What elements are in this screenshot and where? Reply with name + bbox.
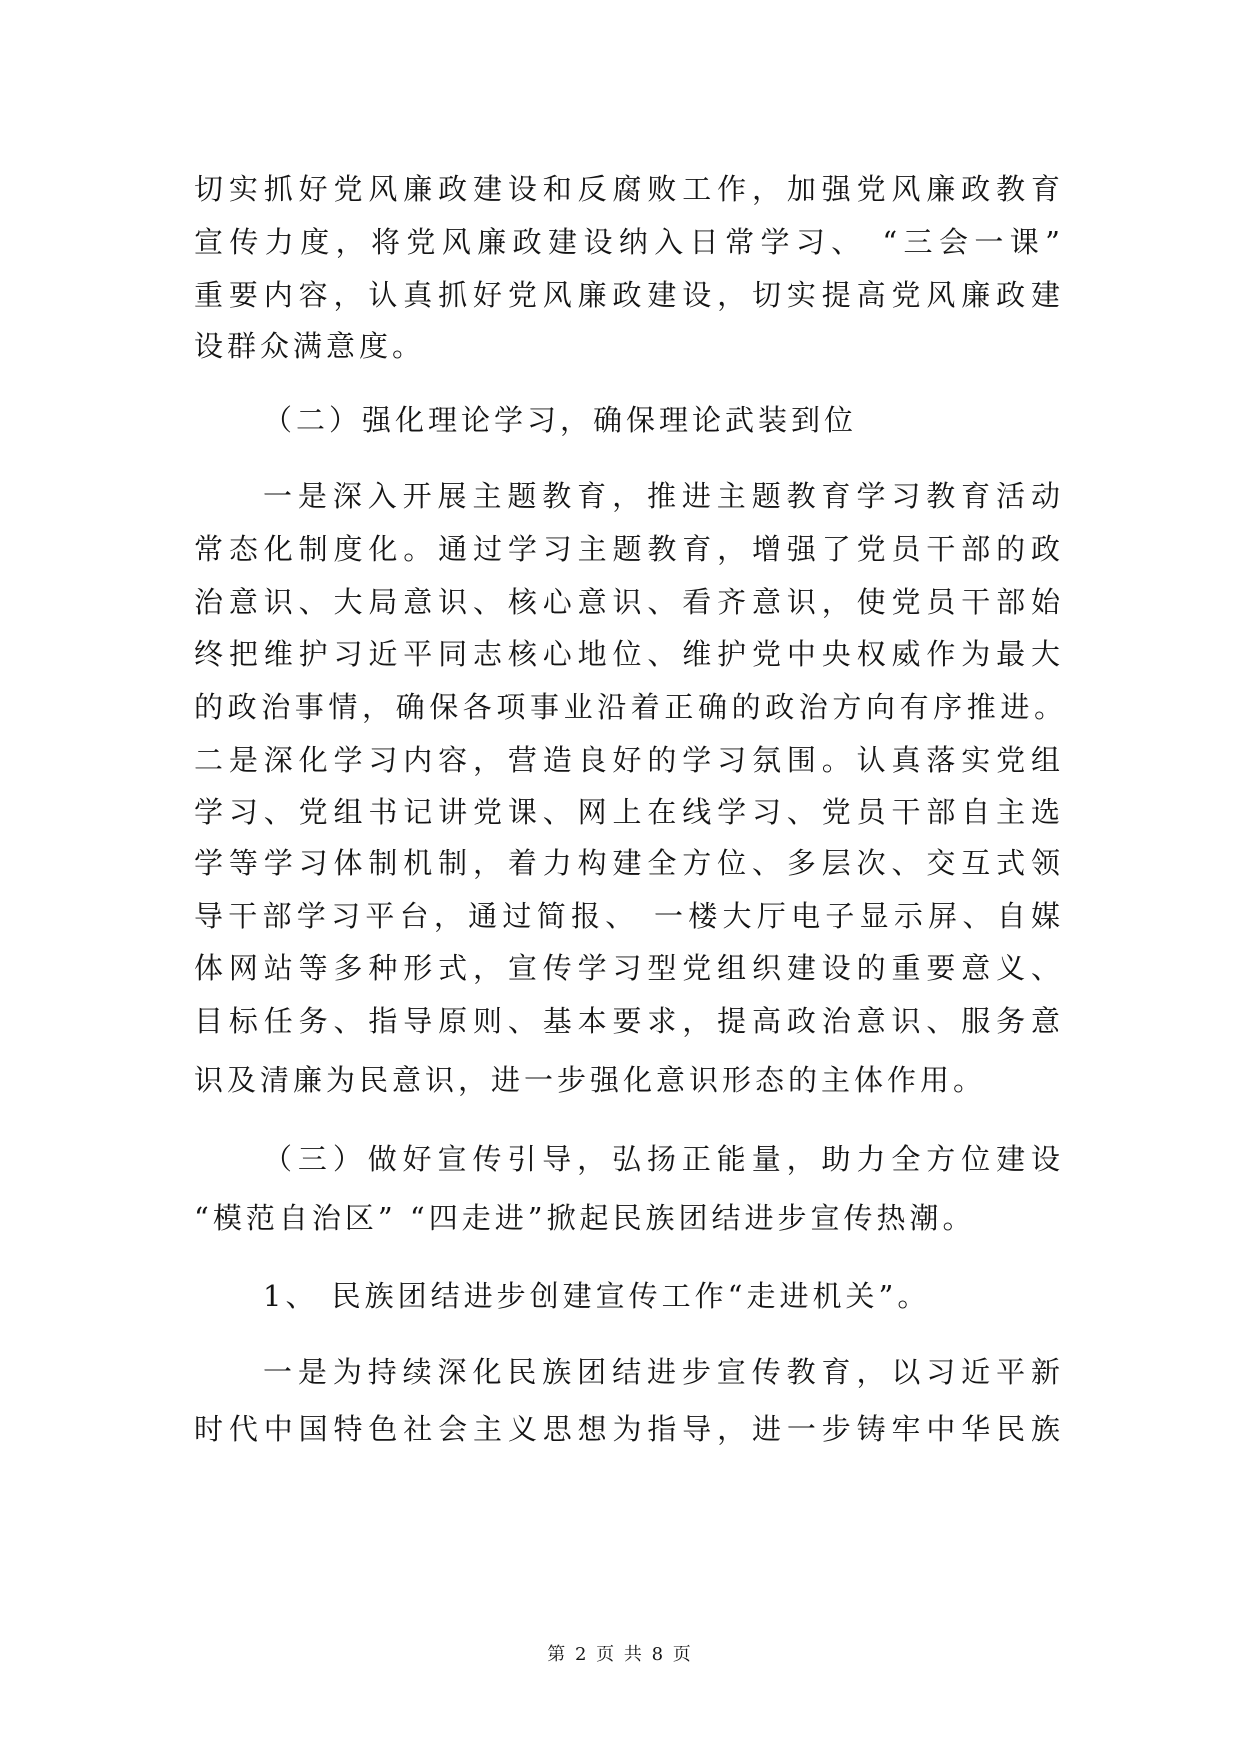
page-number: 第 2 页 共 8 页 — [547, 1644, 693, 1665]
body-line: 识及清廉为民意识，进一步强化意识形态的主体作用。 — [194, 1063, 987, 1097]
section-heading: “模范自治区” “四走进”掀起民族团结进步宣传热潮。 — [194, 1201, 976, 1235]
body-line: 设群众满意度。 — [194, 329, 426, 363]
section-heading: （三）做好宣传引导，弘扬正能量，助力全方位建设 — [263, 1142, 1060, 1176]
body-line: 终把维护习近平同志核心地位、维护党中央权威作为最大 — [194, 637, 1060, 671]
body-line: 时代中国特色社会主义思想为指导，进一步铸牢中华民族 — [194, 1412, 1060, 1446]
body-line: 常态化制度化。通过学习主题教育，增强了党员干部的政 — [194, 532, 1060, 566]
numbered-item-heading: 1、 民族团结进步创建宣传工作“走进机关”。 — [263, 1279, 931, 1313]
body-line: 治意识、大局意识、核心意识、看齐意识，使党员干部始 — [194, 585, 1060, 619]
body-line: 切实抓好党风廉政建设和反腐败工作，加强党风廉政教育 — [194, 172, 1060, 206]
section-heading: （二）强化理论学习，确保理论武装到位 — [263, 403, 858, 437]
body-line: 学等学习体制机制，着力构建全方位、多层次、交互式领 — [194, 846, 1060, 880]
body-line: 目标任务、指导原则、基本要求，提高政治意识、服务意 — [194, 1004, 1060, 1038]
body-line: 一是深入开展主题教育，推进主题教育学习教育活动 — [263, 479, 1060, 513]
body-line: 二是深化学习内容，营造良好的学习氛围。认真落实党组 — [194, 743, 1060, 777]
body-line: 宣传力度，将党风廉政建设纳入日常学习、 “三会一课” — [194, 225, 1060, 259]
body-line: 体网站等多种形式，宣传学习型党组织建设的重要意义、 — [194, 951, 1060, 985]
body-line: 的政治事情，确保各项事业沿着正确的政治方向有序推进。 — [194, 690, 1063, 724]
body-line: 导干部学习平台，通过简报、 一楼大厅电子显示屏、自媒 — [194, 899, 1060, 933]
body-line: 学习、党组书记讲党课、网上在线学习、党员干部自主选 — [194, 795, 1060, 829]
body-line: 一是为持续深化民族团结进步宣传教育，以习近平新 — [263, 1355, 1060, 1389]
body-line: 重要内容，认真抓好党风廉政建设，切实提高党风廉政建 — [194, 278, 1060, 312]
